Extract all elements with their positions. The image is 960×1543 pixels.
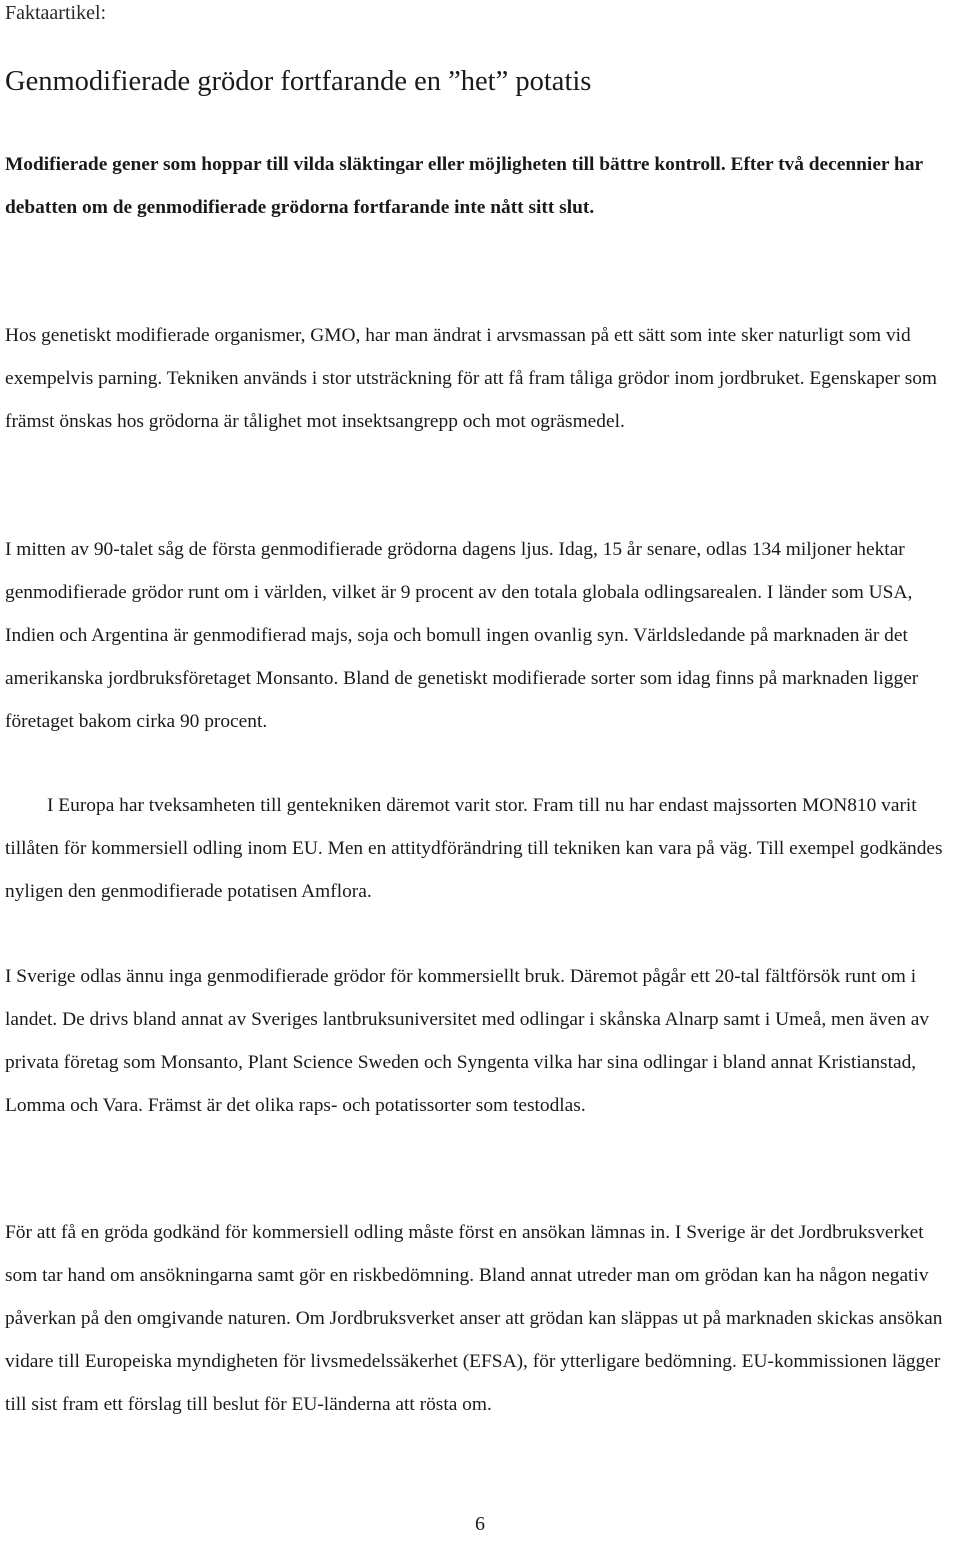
paragraph-4: I Sverige odlas ännu inga genmodifierade grödor för kommersiellt bruk. Däremot pågår ett 20-tal fältförsök runt om i landet. De drivs bland annat av Sveriges lantbruksuniversitet med odlingar i skånska Alnarp samt i Umeå, men även av privata företag som Monsanto, Plant Science Sweden och Syngenta vilka har sina odlingar i bland annat Kristianstad, Lomma och Vara. Främst är det olika raps- och potatissorter som testodlas. xyxy=(5,966,930,1116)
paragraph-2: I mitten av 90-talet såg de första genmodifierade grödorna dagens ljus. Idag, 15 år senare, odlas 134 miljoner hektar genmodifierade grödor runt om i världen, vilket är 9 procent av den totala globala odlingsarealen. I länder som USA, Indien och Argentina är genmodifierad majs, soja och bomull ingen ovanlig syn. Världsledande på marknaden är det amerikanska jordbruksföretaget Monsanto. Bland de genetiskt modifierade sorter som idag finns på marknaden ligger företaget bakom cirka 90 procent. xyxy=(5,539,919,732)
article-lead: Modifierade gener som hoppar till vilda släktingar eller möjligheten till bättre kontroll. Efter två decennier har debatten om de genmodifierade grödorna fortfarande inte nått sitt slut. xyxy=(5,154,923,218)
paragraph-5: För att få en gröda godkänd för kommersiell odling måste först en ansökan lämnas in. I Sverige är det Jordbruksverket som tar hand om ansökningarna samt gör en riskbedömning. Bland annat utreder man om grödan kan ha någon negativ påverkan på den omgivande naturen. Om Jordbruksverket anser att grödan kan släppas ut på marknaden skickas ansökan vidare till Europeiska myndigheten för livsmedelssäkerhet (EFSA), för ytterligare bedömning. EU-kommissionen lägger till sist fram ett förslag till beslut för EU-länderna att rösta om. xyxy=(5,1222,943,1415)
article-kicker: Faktaartikel: xyxy=(5,2,107,24)
paragraph-1: Hos genetiskt modifierade organismer, GMO, har man ändrat i arvsmassan på ett sätt som inte sker naturligt som vid exempelvis parning. Tekniken används i stor utsträckning för att få fram tåliga grödor inom jordbruket. Egenskaper som främst önskas hos grödorna är tålighet mot insektsangrepp och mot ogräsmedel. xyxy=(5,325,938,432)
article-title: Genmodifierade grödor fortfarande en ”het” potatis xyxy=(5,66,592,97)
paragraph-3: I Europa har tveksamheten till gentekniken däremot varit stor. Fram till nu har endast majssorten MON810 varit tillåten för kommersiell odling inom EU. Men en attitydförändring till tekniken kan vara på väg. Till exempel godkändes nyligen den genmodifierade potatisen Amflora. xyxy=(5,795,943,902)
page-number: 6 xyxy=(475,1513,485,1535)
